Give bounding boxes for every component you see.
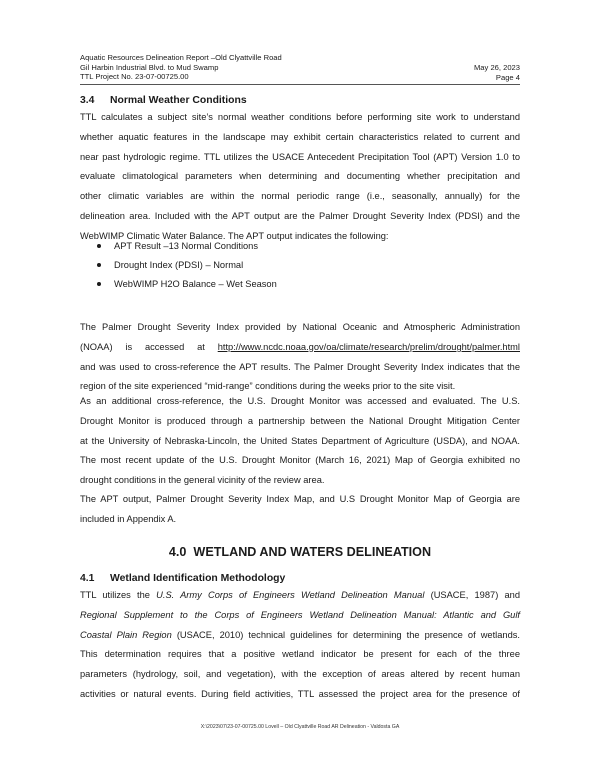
- text-line: whether aquatic features in the landscape may exhibit certain characteristics related to current and: [80, 131, 520, 142]
- text-fragment: TTL utilizes the: [80, 590, 157, 600]
- paragraph-wetland-methodology: [80, 586, 520, 705]
- text-line: included in Appendix A.: [80, 513, 177, 524]
- bullet-icon: [97, 263, 101, 267]
- header-project-number: TTL Project No. 23-07-00725.00: [80, 72, 189, 82]
- text-line: other climatic variables are within the normal periodic range (i.e., seasonally, annually) for the: [80, 191, 520, 202]
- text-line: evaluate climatological parameters when determining and documenting whether precipitation and: [80, 171, 520, 182]
- paragraph-drought-monitor: [80, 392, 520, 491]
- section-3-4-heading: [80, 95, 247, 106]
- section-number: 4.1: [80, 573, 95, 584]
- noaa-palmer-link[interactable]: http://www.ncdc.noaa.gov/oa/climate/research/prelim/drought/palmer.html: [217, 341, 520, 352]
- text-line: region of the site experienced “mid-range” conditions during the weeks prior to the site visit.: [80, 381, 456, 392]
- text-line: [80, 626, 520, 646]
- header-report-title: Aquatic Resources Delineation Report –Old Clyattville Road: [80, 53, 282, 62]
- list-item-text: Drought Index (PDSI) – Normal: [114, 260, 244, 270]
- list-item: [80, 256, 520, 275]
- paragraph-pdsi: [80, 318, 520, 397]
- paragraph-appendix-note: [80, 490, 520, 530]
- header-date: May 26, 2023: [473, 63, 520, 72]
- header-project-location: Gil Harbin Industrial Blvd. to Mud Swamp: [80, 62, 219, 72]
- text-line: parameters (hydrology, soil, and vegetation), with the exception of areas altered by recent human: [80, 669, 520, 680]
- text-fragment: (USACE, 2010) technical guidelines for determining the presence of wetlands.: [171, 629, 520, 640]
- page-header: [80, 53, 520, 85]
- text-line: near past hydrologic regime. TTL utilizes the USACE Antecedent Precipitation Tool (APT) Version 1.0 to: [80, 151, 520, 162]
- text-line: at the University of Nebraska-Lincoln, the United States Department of Agriculture (USDA), and NOAA.: [80, 435, 520, 446]
- text-line: WebWIMP Climatic Water Balance. The APT output indicates the following:: [80, 230, 389, 241]
- region-title: Coastal Plain Region: [80, 629, 172, 640]
- text-line: This determination requires that a positive wetland indicator be present for each of the three: [80, 649, 520, 660]
- text-line: The Palmer Drought Severity Index provided by National Oceanic and Atmospheric Administration: [80, 322, 520, 332]
- section-4-1-heading: [80, 573, 285, 584]
- header-divider: [80, 84, 520, 85]
- section-4-0-heading: 4.0 WETLAND AND WATERS DELINEATION: [168, 545, 432, 559]
- text-line: and was used to cross-reference the APT results. The Palmer Drought Severity Index indicates that the: [80, 361, 520, 372]
- text-line: drought conditions in the general vicinity of the review area.: [80, 475, 325, 486]
- text-line: [80, 586, 520, 606]
- list-item-text: APT Result –13 Normal Conditions: [114, 241, 258, 251]
- paragraph-normal-weather: [80, 108, 520, 247]
- text-line: activities or natural events. During field activities, TTL assessed the project area for the presence of: [80, 688, 520, 699]
- section-title: Wetland Identification Methodology: [110, 573, 286, 584]
- header-right: [474, 63, 520, 82]
- header-left: [80, 53, 282, 82]
- text-line: delineation area. Included with the APT output are the Palmer Drought Severity Index (PDSI) and the: [80, 210, 520, 221]
- manual-title: U.S. Army Corps of Engineers Wetland Delineation Manual: [156, 590, 425, 600]
- section-number: 3.4: [80, 95, 95, 106]
- text-line: TTL calculates a subject site’s normal weather conditions before performing site work to understand: [80, 112, 520, 122]
- bullet-icon: [97, 282, 101, 286]
- list-item: [80, 275, 520, 294]
- bullet-icon: [97, 244, 101, 248]
- apt-results-list: [80, 237, 520, 294]
- text-line: [80, 338, 520, 358]
- header-page-number: Page 4: [495, 72, 520, 82]
- list-item: [80, 237, 520, 256]
- supplement-title: Regional Supplement to the Corps of Engineers Wetland Delineation Manual: Atlantic and Gulf: [80, 609, 520, 620]
- page-footer-file-path: X:\2023\07\23-07-00725.00 Lovell – Old Clyattville Road AR Delineation - Valdosta GA: [200, 724, 400, 730]
- text-line: Drought Monitor is produced through a partnership between the National Drought Mitigation Center: [80, 415, 520, 426]
- text-fragment: (NOAA) is accessed at: [80, 341, 218, 352]
- section-title: Normal Weather Conditions: [110, 95, 247, 106]
- text-line: The most recent update of the U.S. Drought Monitor (March 16, 2021) Map of Georgia exhibited no: [80, 455, 520, 466]
- list-item-text: WebWIMP H2O Balance – Wet Season: [114, 279, 277, 289]
- text-line: The APT output, Palmer Drought Severity Index Map, and U.S Drought Monitor Map of Georgia are: [80, 494, 520, 504]
- text-line: As an additional cross-reference, the U.S. Drought Monitor was accessed and evaluated. The U.S.: [80, 396, 520, 406]
- text-fragment: (USACE, 1987) and: [424, 590, 521, 600]
